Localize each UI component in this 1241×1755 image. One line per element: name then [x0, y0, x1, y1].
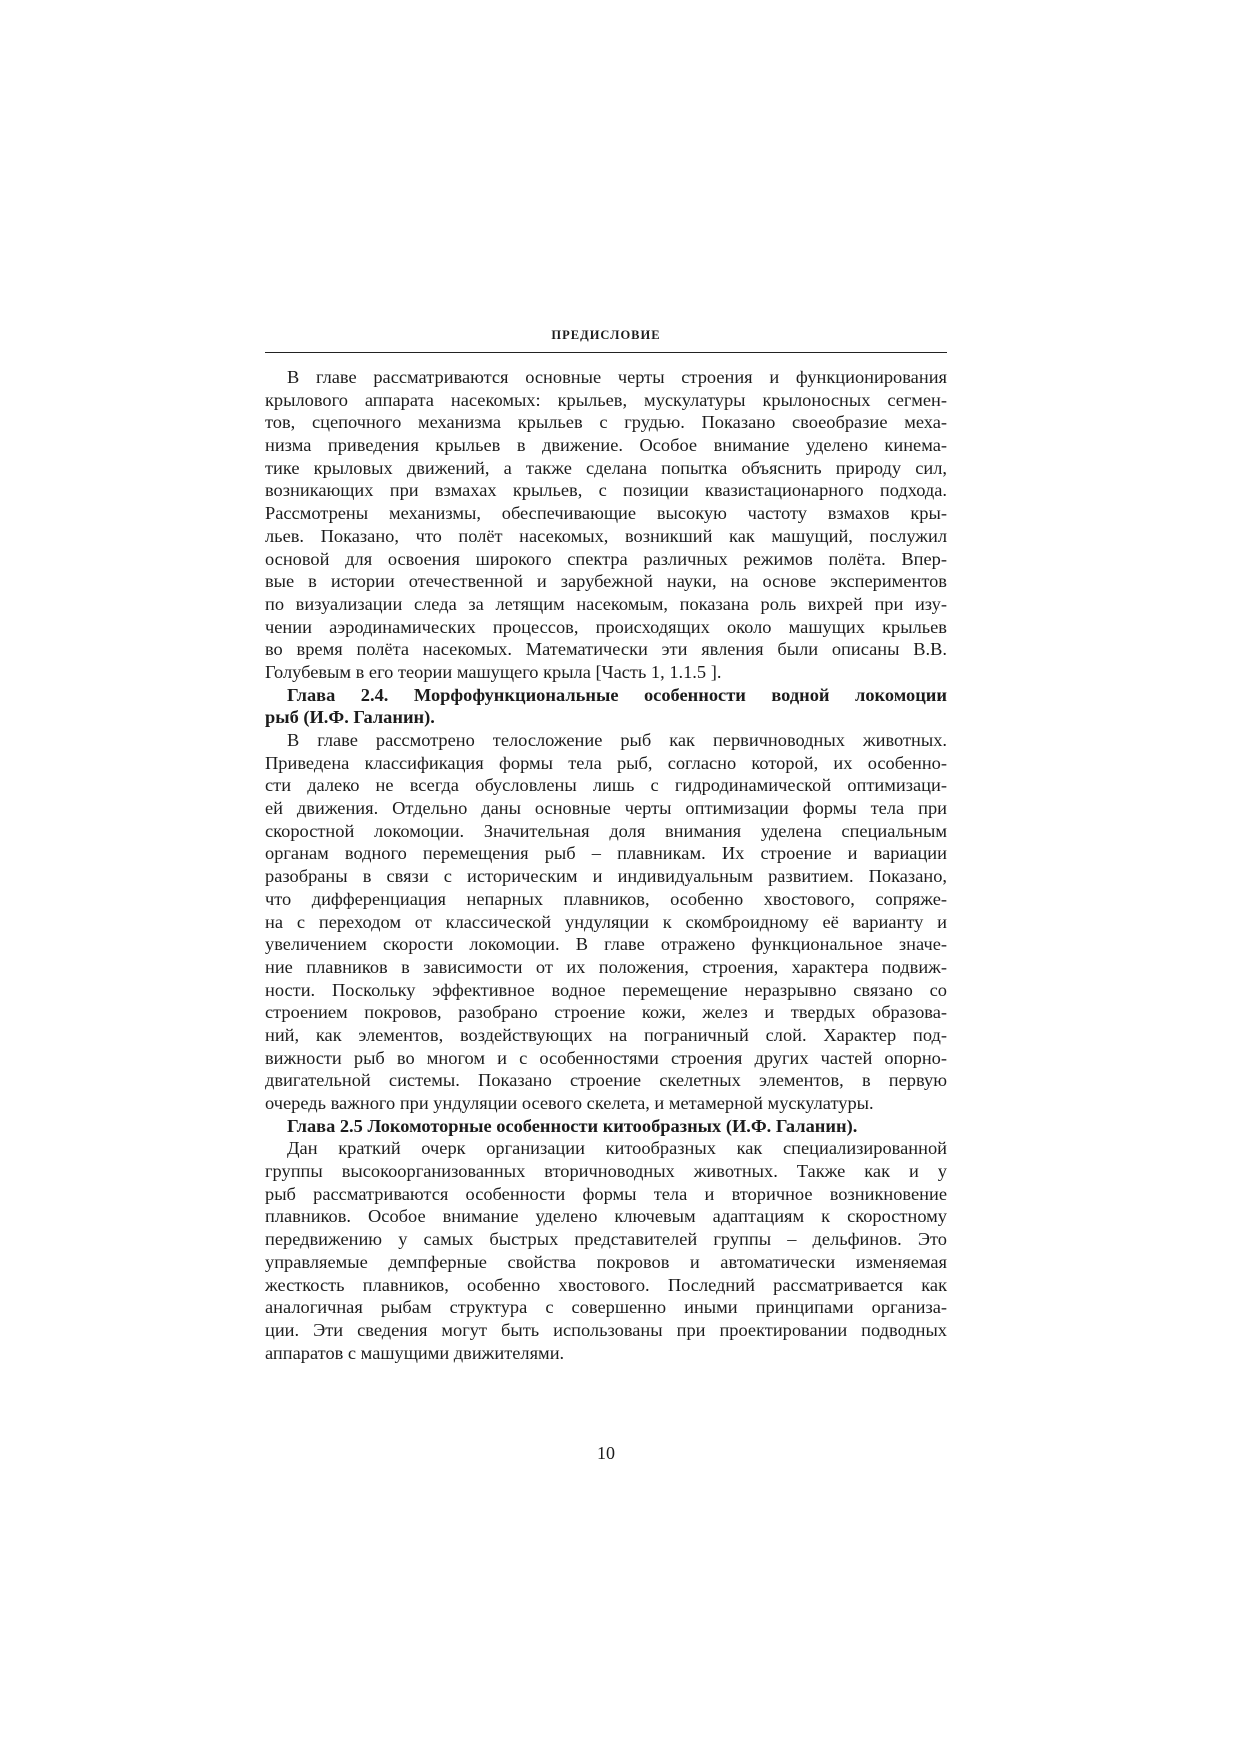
text-line: Глава 2.5 Локомоторные особенности китообразных (И.Ф. Галанин). [287, 1115, 858, 1136]
text-line: по визуализации следа за летящим насекомым, показана роль вихрей при изу- [265, 593, 947, 614]
text-line: передвижению у самых быстрых представителей группы – дельфинов. Это [265, 1229, 947, 1250]
text-line: ции. Эти сведения могут быть использованы при проектировании подводных [265, 1319, 947, 1340]
text-line: ей движения. Отдельно даны основные черты оптимизации формы тела при [265, 798, 947, 819]
text-line: крылового аппарата насекомых: крыльев, мускулатуры крылоносных сегмен- [265, 389, 947, 410]
text-line: что дифференциация непарных плавников, особенно хвостового, сопряже- [265, 888, 947, 909]
text-line: рыб (И.Ф. Галанин). [265, 707, 435, 728]
text-line: вые в истории отечественной и зарубежной науки, на основе экспериментов [265, 571, 947, 592]
body-paragraph [265, 1137, 947, 1364]
text-line: управляемые демпферные свойства покровов и автоматически изменяемая [265, 1251, 947, 1272]
text-line: тике крыловых движений, а также сделана попытка объяснить природу сил, [265, 457, 947, 478]
text-line: вижности рыб во многом и с особенностями строения других частей опорно- [265, 1047, 947, 1068]
text-line: сти далеко не всегда обусловлены лишь с гидродинамической оптимизаци- [265, 775, 947, 796]
text-line: ние плавников в зависимости от их положения, строения, характера подвиж- [265, 956, 947, 977]
page-number: 10 [597, 1443, 615, 1463]
text-line: Глава 2.4. Морфофункциональные особенности водной локомоции [287, 684, 947, 705]
text-line: В главе рассмотрено телосложение рыб как первичноводных животных. [287, 730, 947, 750]
text-line: ний, как элементов, воздействующих на пограничный слой. Характер под- [265, 1024, 947, 1045]
text-line: очередь важного при ундуляции осевого скелета, и метамерной мускулатуры. [265, 1093, 874, 1113]
text-line: ности. Поскольку эффективное водное перемещение неразрывно связано со [265, 979, 947, 1000]
text-line: В главе рассматриваются основные черты строения и функционирования [287, 367, 947, 387]
text-line: органам водного перемещения рыб – плавникам. Их строение и вариации [265, 843, 947, 864]
text-line: низма приведения крыльев в движение. Особое внимание уделено кинема- [265, 435, 947, 456]
text-line: группы высокоорганизованных вторичноводных животных. Также как и у [265, 1161, 947, 1182]
running-head: ПРЕДИСЛОВИЕ [551, 328, 661, 342]
body-paragraph [265, 729, 947, 1115]
main-text [265, 366, 947, 1364]
text-line: во время полёта насекомых. Математически эти явления были описаны В.В. [265, 639, 947, 660]
text-line: строением покровов, разобрано строение кожи, желез и твердых образова- [265, 1002, 947, 1023]
text-line: рыб рассматриваются особенности формы тела и вторичное возникновение [265, 1183, 947, 1204]
text-line: Дан краткий очерк организации китообразных как специализированной [287, 1138, 947, 1159]
text-line: Голубевым в его теории машущего крыла [Часть 1, 1.1.5 ]. [265, 661, 722, 682]
chapter-heading [265, 684, 947, 729]
text-line: двигательной системы. Показано строение скелетных элементов, в первую [265, 1070, 947, 1091]
text-line: жесткость плавников, особенно хвостового. Последний рассматривается как [265, 1274, 947, 1295]
text-line: аппаратов с машущими движителями. [265, 1342, 565, 1363]
text-line: чении аэродинамических процессов, происходящих около машущих крыльев [265, 616, 947, 637]
text-line: Приведена классификация формы тела рыб, согласно которой, их особенно- [265, 752, 947, 773]
header-rule [265, 352, 947, 353]
text-line: основой для освоения широкого спектра различных режимов полёта. Впер- [265, 548, 947, 569]
text-line: плавников. Особое внимание уделено ключевым адаптациям к скоростному [265, 1206, 947, 1227]
text-line: скоростной локомоции. Значительная доля внимания уделена специальным [265, 820, 947, 841]
text-line: льев. Показано, что полёт насекомых, возникший как машущий, послужил [265, 525, 947, 546]
text-line: разобраны в связи с историческим и индивидуальным развитием. Показано, [265, 866, 947, 887]
body-paragraph [265, 366, 947, 684]
text-line: тов, сцепочного механизма крыльев с грудью. Показано своеобразие меха- [265, 412, 947, 433]
chapter-heading [265, 1115, 947, 1138]
text-line: аналогичная рыбам структура с совершенно иными принципами организа- [265, 1297, 947, 1318]
text-line: Рассмотрены механизмы, обеспечивающие высокую частоту взмахов кры- [265, 503, 947, 524]
text-line: увеличением скорости локомоции. В главе отражено функциональное значе- [265, 934, 947, 955]
text-line: на с переходом от классической ундуляции к скомброидному её варианту и [265, 911, 947, 932]
text-line: возникающих при взмахах крыльев, с позиции квазистационарного подхода. [265, 480, 947, 501]
